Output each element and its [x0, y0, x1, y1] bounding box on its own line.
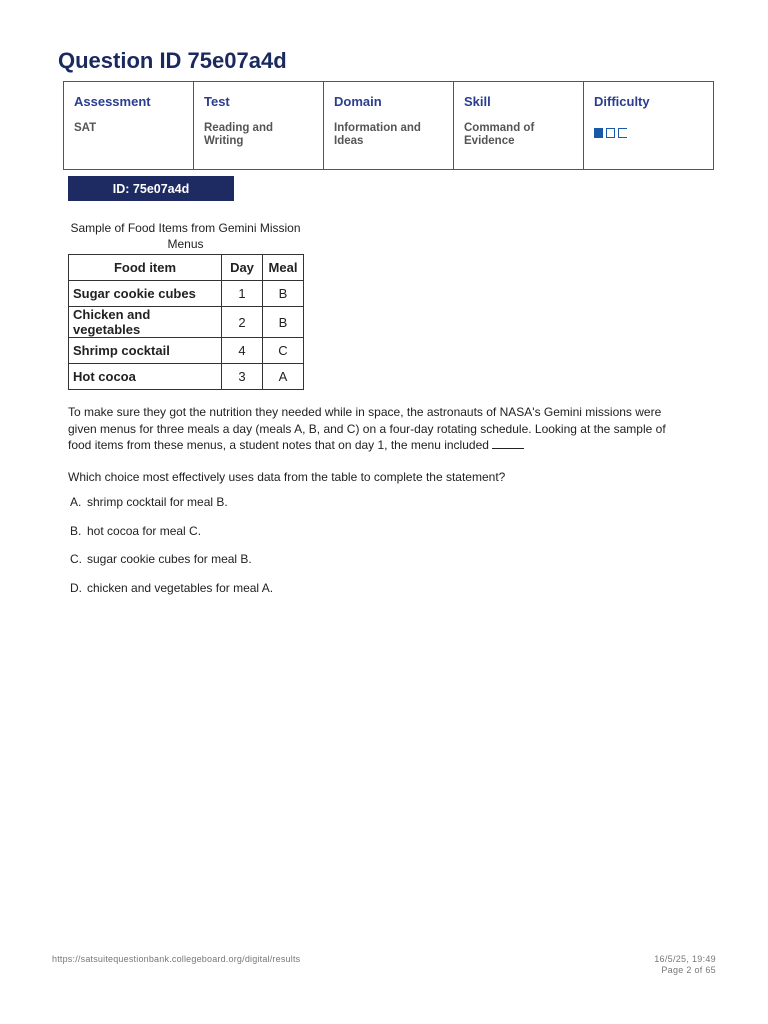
meta-value-domain: Information and Ideas: [334, 122, 421, 147]
meta-header-test: Test: [204, 94, 230, 109]
answer-choice-b[interactable]: [70, 524, 273, 553]
meta-cell-skill: [454, 82, 584, 170]
meta-value-assessment: SAT: [74, 122, 97, 134]
footer-url: https://satsuitequestionbank.collegeboard.org/digital/results: [52, 954, 301, 964]
table-row: [69, 281, 304, 307]
choice-text: shrimp cocktail for meal B.: [87, 495, 228, 509]
table-row: [69, 307, 304, 338]
choice-text: sugar cookie cubes for meal B.: [87, 552, 252, 566]
meal-cell: C: [263, 338, 304, 364]
footer-timestamp: 16/5/25, 19:49: [654, 954, 716, 964]
day-cell: 1: [222, 281, 263, 307]
meta-header-assessment: Assessment: [74, 94, 151, 109]
choice-text: hot cocoa for meal C.: [87, 523, 202, 538]
question-meta-table: [63, 81, 714, 170]
choice-text: chicken and vegetables for meal A.: [87, 580, 274, 595]
table-row: [69, 338, 304, 364]
meal-cell: B: [263, 281, 304, 307]
answer-blank: [492, 438, 524, 449]
food-items-table: [68, 254, 304, 390]
question-passage: [68, 404, 688, 454]
meal-cell: A: [263, 364, 304, 390]
answer-choice-c[interactable]: [70, 552, 273, 581]
difficulty-box-1-icon: [594, 128, 603, 138]
table-caption: Sample of Food Items from Gemini Mission Menus: [70, 221, 301, 251]
day-cell: 3: [222, 364, 263, 390]
food-item-cell: Chicken and vegetables: [69, 307, 222, 338]
food-item-cell: Shrimp cocktail: [69, 338, 222, 364]
food-item-cell: Hot cocoa: [69, 364, 222, 390]
column-header-day: Day: [222, 255, 263, 281]
column-header-food-item: Food item: [69, 255, 222, 281]
day-cell: 2: [222, 307, 263, 338]
footer-info: [654, 954, 716, 976]
difficulty-box-2-icon: [606, 128, 615, 138]
choice-letter: B.: [70, 523, 82, 538]
food-item-cell: Sugar cookie cubes: [69, 281, 222, 307]
meta-header-difficulty: Difficulty: [594, 94, 650, 109]
difficulty-box-3-icon: [618, 128, 627, 138]
answer-choice-a[interactable]: [70, 495, 273, 524]
meta-value-test: Reading and Writing: [204, 122, 274, 147]
question-prompt: Which choice most effectively uses data from the table to complete the statement?: [68, 470, 506, 484]
footer-page-number: Page 2 of 65: [661, 965, 716, 975]
meta-value-skill: Command of Evidence: [464, 122, 535, 147]
meta-cell-test: [194, 82, 324, 170]
answer-choice-d[interactable]: [70, 581, 273, 610]
choice-letter: A.: [70, 495, 82, 509]
day-cell: 4: [222, 338, 263, 364]
meta-header-domain: Domain: [334, 94, 382, 109]
meta-cell-domain: [324, 82, 454, 170]
table-row: [69, 364, 304, 390]
meta-cell-assessment: [64, 82, 194, 170]
column-header-meal: Meal: [263, 255, 304, 281]
difficulty-indicator: [594, 128, 703, 138]
meal-cell: B: [263, 307, 304, 338]
meta-cell-difficulty: [584, 82, 714, 170]
answer-choices: [70, 495, 273, 609]
choice-letter: D.: [70, 580, 82, 595]
question-id-badge: ID: 75e07a4d: [68, 176, 234, 201]
passage-text: To make sure they got the nutrition they needed while in space, the astronauts of NASA's Gemini missions were given menus for three meals a day (meals A, B, and C) on a four-day rotating schedule. Looking at the sample of food items from these menus, a student notes that on day 1, the menu included: [68, 405, 666, 452]
meta-header-skill: Skill: [464, 94, 491, 109]
table-header-row: [69, 255, 304, 281]
choice-letter: C.: [70, 552, 82, 566]
page-title: Question ID 75e07a4d: [58, 48, 287, 73]
